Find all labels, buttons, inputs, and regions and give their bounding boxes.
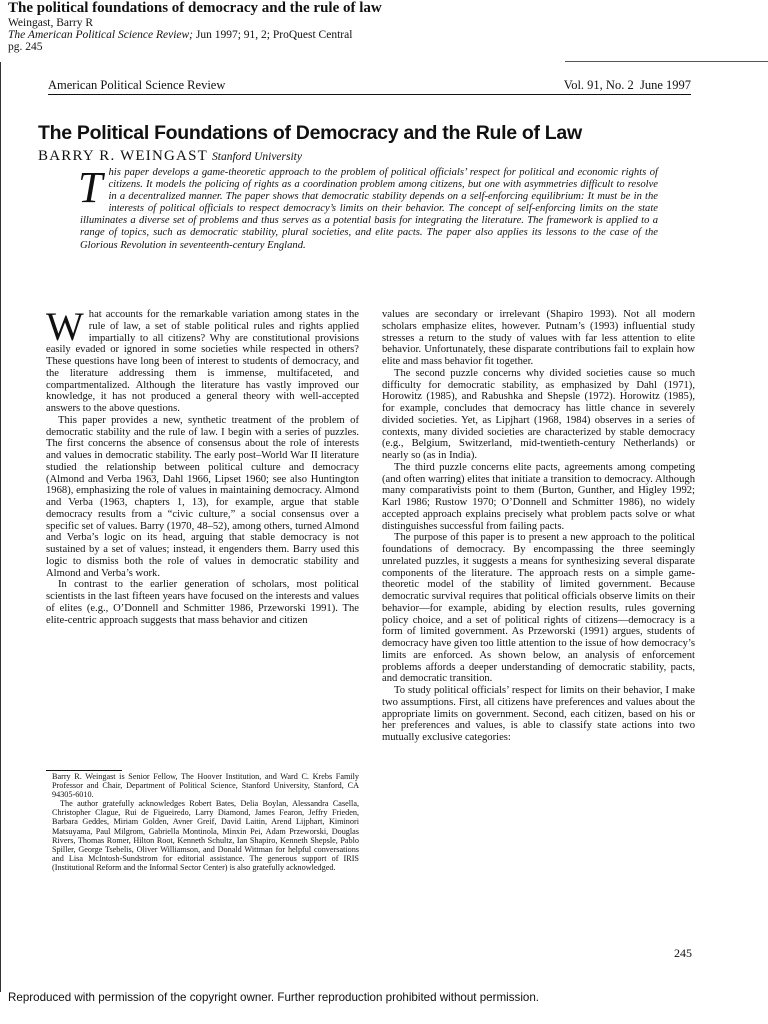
body-drop-cap: W <box>46 304 84 349</box>
paragraph: This paper provides a new, synthetic treatment of the problem of democratic stability and the rule of law. I begin with a series of puzzles. The first concerns the absence of consensus about the role of interests and values in democratic stability. The early post–World War II literature studied the relationship between political culture and democracy (Almond and Verba 1963, Dahl 1966, Lipset 1960; see also Huntington 1968), emphasizing the role of values in maintaining democracy. Almond and Verba (1963, chapters 1, 13), for example, argue that stable democracy results from a “civic culture,” a social consensus over a specific set of values. Barry (1970, 48–52), among others, turned Almond and Verba’s logic on its head, arguing that stable democracy is not sustained by a set of values; instead, it engenders them. Barry used this logic to dismiss both the role of values in democratic stability and Almond and Verba’s work. <box>46 414 359 579</box>
footnote-paragraph: Barry R. Weingast is Senior Fellow, The Hoover Institution, and Ward C. Krebs Family Professor and Chair, Department of Political Science, Stanford University, Stanford, CA 94305-6010. <box>52 772 359 800</box>
article-title: The Political Foundations of Democracy and the Rule of Law <box>38 122 582 144</box>
volume-info <box>564 78 691 93</box>
volume-issue: Vol. 91, No. 2 <box>563 78 634 92</box>
paragraph <box>46 304 359 415</box>
top-scan-border <box>565 61 768 62</box>
abstract-text: his paper develops a game-theoretic approach to the problem of political officials’ respect for political and economic rights of citizens. It models the policing of rights as a coordination problem among citizens, but one with asymmetries difficult to resolve in a decentralized manner. The paper shows that democratic stability depends on a self-enforcing equilibrium: It must be in the interests of political officials to respect democracy’s limits on their behavior. The concept of self-enforcing limits on the state illuminates a diverse set of problems and thus serves as a potential basis for integrating the literature. The framework is applied to a range of topics, such as democratic stability, plural societies, and elite pacts. The paper also applies its lessons to the case of the Glorious Revolution in seventeenth-century England. <box>80 167 658 251</box>
author-name: BARRY R. WEINGAST <box>38 148 208 164</box>
paragraph: The second puzzle concerns why divided societies cause so much difficulty for democratic stability, as emphasized by Dahl (1971), Horowitz (1985), and Rabushka and Shepsle (1972). Horowitz (1985), for example, concludes that democracy has little chance in severely divided societies. Yet, as Lipjhart (1968, 1984) observes in a series of contexts, many divided societies are characterized by stable democracy (e.g., Belgium, Switzerland, mid-twentieth-century Netherlands) or nearly so (as in India). <box>382 367 695 461</box>
author-affiliation: Stanford University <box>212 151 302 163</box>
header-rule <box>48 94 691 95</box>
copyright-notice: Reproduced with permission of the copyright owner. Further reproduction prohibited without permission. <box>8 991 540 1004</box>
paragraph: values are secondary or irrelevant (Shapiro 1993). Not all modern scholars emphasize elites, however. Putnam’s (1993) influential study stresses a return to the study of values with far less attention to elite behavior. Unfortunately, these disparate contributions fail to explain how elite and mass behavior fit together. <box>382 309 695 367</box>
abstract-drop-cap: T <box>78 163 103 212</box>
proquest-pages: pg. 245 <box>8 41 43 53</box>
proquest-source-journal: The American Political Science Review; <box>8 29 193 41</box>
proquest-source-details: Jun 1997; 91, 2; ProQuest Central <box>193 29 353 41</box>
paragraph: The third puzzle concerns elite pacts, agreements among competing (and often warring) elites that initiate a transition to democracy. Although many comparativists point to them (Burton, Gunther, and Higley 1992; Karl 1986; Rustow 1970; O’Donnell and Schmitter 1986), no widely accepted approach explains precisely what problem pacts solve or what distinguishes successful from failing pacts. <box>382 461 695 532</box>
paragraph: The purpose of this paper is to present a new approach to the political foundations of democracy. By encompassing the three seemingly unrelated puzzles, it suggests a means for synthesizing several disparate components of the literature. The approach rests on a simple game-theoretic model of the stability of limited government. Because democratic survival requires that political officials observe limits on their behavior—for example, abiding by election results, rules governing policy choice, and a set of political rights of citizens—democracy is a form of limited government. As Przeworski (1991) argues, students of democracy have given too little attention to the issue of how democracy’s limits are enforced. As shown below, an analysis of enforcement problems affords a deeper understanding of democratic stability, pacts, and democratic transition. <box>382 532 695 685</box>
body-right-column <box>382 309 695 744</box>
paragraph: In contrast to the earlier generation of scholars, most political scientists in the last fifteen years have focused on the interests and values of elites (e.g., O’Donnell and Schmitter 1986, Przeworski 1991). The elite-centric approach suggests that mass behavior and citizen <box>46 579 359 626</box>
left-scan-border <box>0 62 1 992</box>
paragraph-text: hat accounts for the remarkable variation among states in the rule of law, a set of stable political rules and rights applied impartially to all citizens? Why are constitutional provisions easily evaded or ignored in some societies while respected in others? These questions have long been of interest to students of democracy, and the literature addressing them is immense, multifaceted, and compartmentalized. Although the literature has vastly improved our knowledge, it has not produced a general theory with well-accepted answers to the above questions. <box>46 309 359 414</box>
abstract <box>78 163 658 252</box>
footnote-rule <box>46 770 122 771</box>
proquest-source <box>8 29 352 41</box>
proquest-title: The political foundations of democracy and the rule of law <box>8 0 382 16</box>
journal-name: American Political Science Review <box>48 78 226 92</box>
footnote-paragraph: The author gratefully acknowledges Robert Bates, Delia Boylan, Alessandra Casella, Christopher Clague, Rui de Figueiredo, Larry Diamond, James Fearon, Jeffry Frieden, Barbara Geddes, Miriam Golden, Avner Greif, David Laitin, Arend Lijphart, Kiminori Matsuyama, Paul Milgrom, Gabriella Montinola, Minxin Pei, Adam Przeworski, Douglas Rivers, Thomas Romer, Hilton Root, Kenneth Schultz, Ian Shapiro, Kenneth Shepsle, Pablo Spiller, George Tsebelis, Oliver Williamson, and Donald Wittman for helpful conversations and Lisa McIntosh-Sundstrom for editorial assistance. The generous support of IRIS (Institutional Reform and the Informal Sector Center) is also gratefully acknowledged. <box>52 799 359 872</box>
page-number: 245 <box>674 946 692 960</box>
proquest-author: Weingast, Barry R <box>8 17 93 29</box>
author-footnote <box>52 772 359 872</box>
issue-date: June 1997 <box>639 78 691 92</box>
body-left-column <box>46 304 359 626</box>
paragraph: To study political officials’ respect for limits on their behavior, I make two assumptions. First, all citizens have preferences and values about the appropriate limits on government. Second, each citizen, based on his or her preferences and values, is able to classify state actions into two mutually exclusive categories: <box>382 685 695 743</box>
